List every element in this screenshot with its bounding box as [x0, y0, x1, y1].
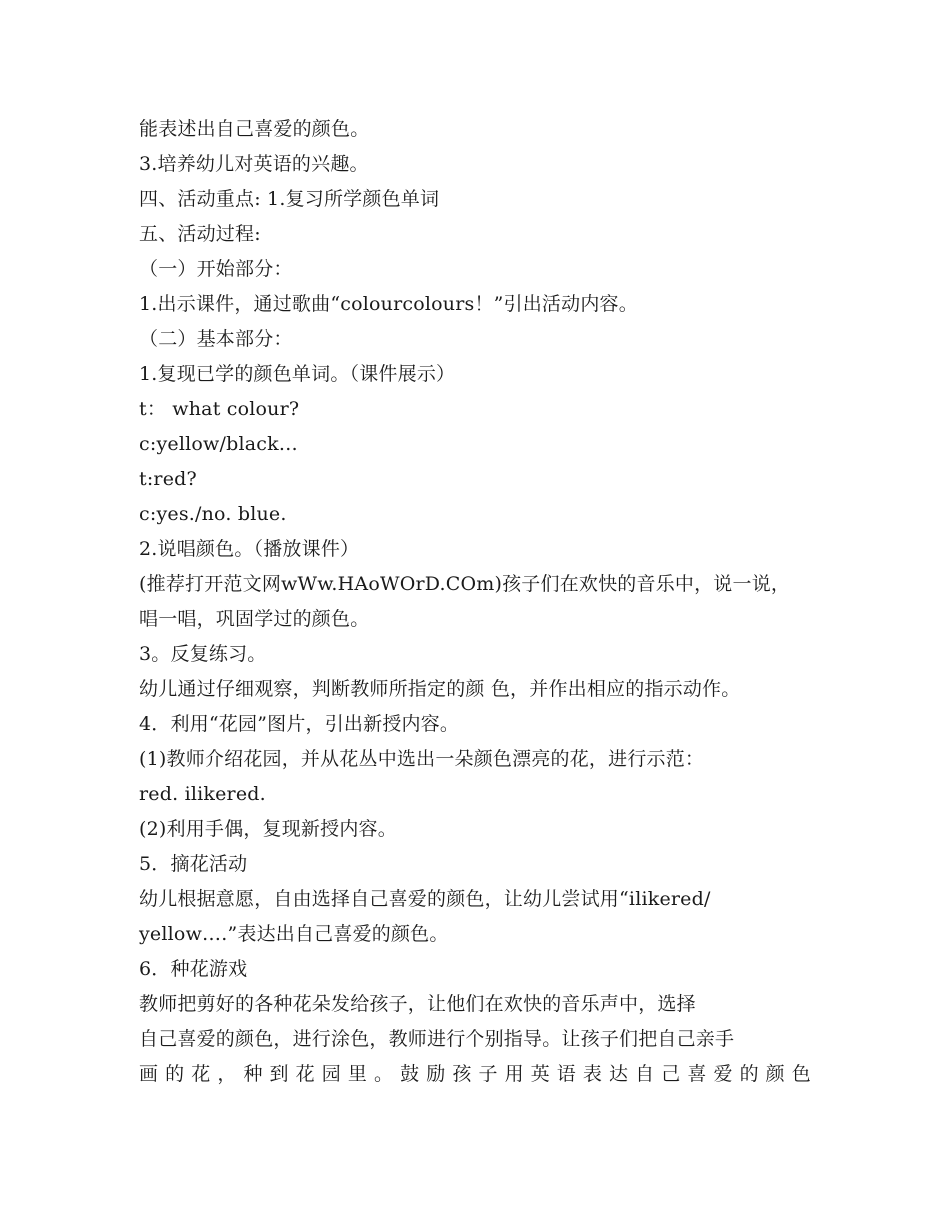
text-line: 四、活动重点: 1.复习所学颜色单词 [139, 188, 440, 210]
text-line: c:yellow/black… [139, 433, 298, 455]
text-line: t： what colour? [139, 398, 300, 420]
subsection-heading: （二）基本部分： [139, 328, 293, 350]
subsection-heading: （一）开始部分： [139, 258, 293, 280]
text-line: red. ilikered. [139, 783, 266, 805]
section-heading: 五、活动过程: [139, 223, 261, 245]
text-line: (1)教师介绍花园，并从花丛中选出一朵颜色漂亮的花，进行示范： [139, 748, 705, 770]
text-line: (推荐打开范文网wWw.HAoWOrD.COm)孩子们在欢快的音乐中，说一说， [139, 573, 791, 595]
text-line: 唱一唱，巩固学过的颜色。 [139, 608, 370, 630]
text-line: 幼儿根据意愿，自由选择自己喜爱的颜色，让幼儿尝试用“ilikered/ [139, 888, 711, 910]
text-line: (2)利用手偶，复现新授内容。 [139, 818, 397, 840]
text-line: 5．摘花活动 [139, 853, 248, 875]
text-line: t:red? [139, 468, 197, 490]
text-line: 2.说唱颜色。（播放课件） [139, 538, 360, 560]
text-line: 3。反复练习。 [139, 643, 267, 665]
text-line: c:yes./no. blue. [139, 503, 287, 525]
text-line: 4．利用“花园”图片，引出新授内容。 [139, 713, 460, 735]
text-line: 幼儿通过仔细观察，判断教师所指定的颜 色，并作出相应的指示动作。 [139, 678, 741, 700]
text-line: 能表述出自己喜爱的颜色。 [139, 118, 370, 140]
text-line: 画的花，种到花园里。鼓励孩子用英语表达自己喜爱的颜色 [139, 1063, 811, 1085]
text-line: yellow….”表达出自己喜爱的颜色。 [139, 923, 449, 945]
text-line: 1.复现已学的颜色单词。（课件展示） [139, 363, 456, 385]
text-line: 自己喜爱的颜色，进行涂色，教师进行个别指导。让孩子们把自己亲手 [139, 1028, 735, 1050]
text-line: 教师把剪好的各种花朵发给孩子，让他们在欢快的音乐声中，选择 [139, 993, 696, 1015]
text-line: 1.出示课件，通过歌曲“colourcolours！”引出活动内容。 [139, 293, 638, 315]
text-line: 3.培养幼儿对英语的兴趣。 [139, 153, 369, 175]
text-line: 6．种花游戏 [139, 958, 248, 980]
